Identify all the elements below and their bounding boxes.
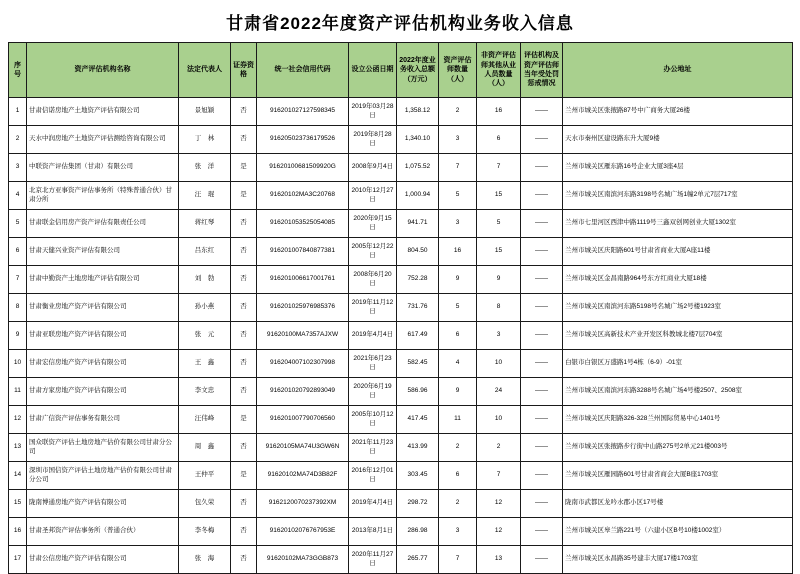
cell-penalty: —— [521, 322, 563, 350]
cell-date: 2020年9月15日 [349, 210, 397, 238]
cell-income: 417.45 [397, 406, 439, 434]
cell-code: 91620100681509920G [257, 154, 349, 182]
cell-staff: 6 [477, 126, 521, 154]
table-row [9, 182, 793, 210]
cell-penalty: —— [521, 490, 563, 518]
cell-rep: 蒋红琴 [179, 210, 231, 238]
cell-rep: 刘 勃 [179, 266, 231, 294]
cell-address: 兰州市城关区永昌路35号建丰大厦17楼1703室 [563, 546, 793, 574]
cell-rep: 汪伟峰 [179, 406, 231, 434]
cell-address: 兰州市城关区南滨河东路5198号名城广场2号楼1923室 [563, 294, 793, 322]
table-row [9, 406, 793, 434]
cell-income: 303.45 [397, 462, 439, 490]
cell-seq: 10 [9, 350, 27, 378]
cell-rep: 李冬梅 [179, 518, 231, 546]
cell-date: 2019年8月28日 [349, 126, 397, 154]
cell-date: 2019年11月12日 [349, 294, 397, 322]
cell-code: 91620102MA73GGB873 [257, 546, 349, 574]
cell-date: 2013年8月1日 [349, 518, 397, 546]
cell-seq: 13 [9, 434, 27, 462]
cell-appraisers: 7 [439, 546, 477, 574]
cell-rep: 张 元 [179, 322, 231, 350]
table-body [9, 98, 793, 574]
cell-penalty: —— [521, 238, 563, 266]
cell-address: 兰州市城关区金昌南路964号东方红商业大厦18楼 [563, 266, 793, 294]
header-cell-seq: 序号 [9, 43, 27, 98]
cell-income: 752.28 [397, 266, 439, 294]
table-row [9, 546, 793, 574]
cell-address: 兰州市城关区南滨河东路3198号名城广场1幢2单元7层717室 [563, 182, 793, 210]
cell-appraisers: 2 [439, 98, 477, 126]
header-cell-appraisers: 资产评估师数量（人） [439, 43, 477, 98]
cell-name: 甘肃信诺房地产土地资产评估有限公司 [27, 98, 179, 126]
header-cell-code: 统一社会信用代码 [257, 43, 349, 98]
cell-seq: 9 [9, 322, 27, 350]
cell-cert: 否 [231, 294, 257, 322]
cell-penalty: —— [521, 154, 563, 182]
cell-address: 兰州市城关区张掖路步行街中山路275号2单元21楼003号 [563, 434, 793, 462]
cell-name: 甘肃衡业房地产资产评估有限公司 [27, 294, 179, 322]
cell-cert: 是 [231, 406, 257, 434]
header-cell-penalty: 评估机构及资产评估师当年受处罚惩戒情况 [521, 43, 563, 98]
page-title: 甘肃省2022年度资产评估机构业务收入信息 [226, 14, 574, 33]
cell-code: 91620102MA3C20768 [257, 182, 349, 210]
table-row [9, 378, 793, 406]
table-header [9, 43, 793, 98]
cell-penalty: —— [521, 182, 563, 210]
cell-penalty: —— [521, 546, 563, 574]
cell-code: 916201006617001761 [257, 266, 349, 294]
cell-date: 2020年6月19日 [349, 378, 397, 406]
cell-address: 兰州市城关区雁东路16号企业大厦3座4层 [563, 154, 793, 182]
table-row [9, 98, 793, 126]
cell-cert: 否 [231, 490, 257, 518]
cell-staff: 24 [477, 378, 521, 406]
cell-income: 617.49 [397, 322, 439, 350]
cell-date: 2005年10月12日 [349, 406, 397, 434]
cell-code: 91620105MA74U3GW6N [257, 434, 349, 462]
table-row [9, 294, 793, 322]
cell-name: 甘肃联金信用房产资产评估有限责任公司 [27, 210, 179, 238]
cell-penalty: —— [521, 126, 563, 154]
cell-income: 731.76 [397, 294, 439, 322]
cell-rep: 张 海 [179, 546, 231, 574]
cell-address: 兰州市城关区张掖路87号中广商务大厦26楼 [563, 98, 793, 126]
cell-appraisers: 9 [439, 266, 477, 294]
header-cell-income: 2022年度业务收入总额（万元） [397, 43, 439, 98]
cell-rep: 周 鑫 [179, 434, 231, 462]
header-cell-rep: 法定代表人 [179, 43, 231, 98]
cell-date: 2005年12月22日 [349, 238, 397, 266]
cell-name: 中联资产评估集团（甘肃）有限公司 [27, 154, 179, 182]
cell-cert: 否 [231, 210, 257, 238]
cell-penalty: —— [521, 378, 563, 406]
cell-address: 白银市白银区万盛路1号4栋（6-9）-01室 [563, 350, 793, 378]
cell-address: 兰州市七里河区西津中路1119号三鑫双创网创业大厦1302室 [563, 210, 793, 238]
cell-code: 91620100MA7357AJXW [257, 322, 349, 350]
cell-address: 兰州市城关区南滨河东路3288号名城广场4号楼2507、2508室 [563, 378, 793, 406]
cell-appraisers: 9 [439, 378, 477, 406]
cell-seq: 12 [9, 406, 27, 434]
cell-appraisers: 4 [439, 350, 477, 378]
cell-date: 2008年6月20日 [349, 266, 397, 294]
cell-cert: 否 [231, 266, 257, 294]
cell-penalty: —— [521, 266, 563, 294]
cell-cert: 否 [231, 322, 257, 350]
cell-name: 北京北方亚事资产评估事务所（特殊普通合伙）甘肃分所 [27, 182, 179, 210]
header-cell-date: 设立公函日期 [349, 43, 397, 98]
cell-penalty: —— [521, 210, 563, 238]
cell-appraisers: 16 [439, 238, 477, 266]
table-row [9, 462, 793, 490]
cell-seq: 16 [9, 518, 27, 546]
cell-cert: 否 [231, 350, 257, 378]
cell-income: 265.77 [397, 546, 439, 574]
cell-appraisers: 3 [439, 126, 477, 154]
cell-seq: 4 [9, 182, 27, 210]
table-row [9, 126, 793, 154]
cell-penalty: —— [521, 462, 563, 490]
cell-rep: 王 鑫 [179, 350, 231, 378]
header-cell-name: 资产评估机构名称 [27, 43, 179, 98]
cell-address: 兰州市城关区庆阳路601号甘肃省商业大厦A座11楼 [563, 238, 793, 266]
cell-code: 916204007102307998 [257, 350, 349, 378]
cell-code: 916201027127598345 [257, 98, 349, 126]
cell-staff: 15 [477, 182, 521, 210]
cell-staff: 12 [477, 490, 521, 518]
cell-date: 2020年11月27日 [349, 546, 397, 574]
header-cell-address: 办公地址 [563, 43, 793, 98]
cell-cert: 是 [231, 182, 257, 210]
cell-address: 兰州市城关区庆阳路326-328兰州国际贸易中心1401号 [563, 406, 793, 434]
cell-staff: 9 [477, 266, 521, 294]
cell-staff: 7 [477, 462, 521, 490]
cell-appraisers: 5 [439, 182, 477, 210]
cell-rep: 王仲平 [179, 462, 231, 490]
cell-appraisers: 6 [439, 462, 477, 490]
cell-code: 916201007840877381 [257, 238, 349, 266]
cell-date: 2021年6月23日 [349, 350, 397, 378]
cell-staff: 12 [477, 518, 521, 546]
cell-income: 1,358.12 [397, 98, 439, 126]
cell-income: 1,000.94 [397, 182, 439, 210]
cell-date: 2016年12月01日 [349, 462, 397, 490]
cell-appraisers: 5 [439, 294, 477, 322]
cell-code: 9162120070237392XM [257, 490, 349, 518]
cell-seq: 14 [9, 462, 27, 490]
cell-name: 陇南博通房地产资产评估有限公司 [27, 490, 179, 518]
header-cell-staff: 非资产评估师其他从业人员数量（人） [477, 43, 521, 98]
cell-name: 甘肃公信房地产资产评估有限公司 [27, 546, 179, 574]
cell-name: 甘肃宏信房地产资产评估有限公司 [27, 350, 179, 378]
table-row [9, 238, 793, 266]
cell-rep: 丁 林 [179, 126, 231, 154]
cell-penalty: —— [521, 98, 563, 126]
cell-seq: 6 [9, 238, 27, 266]
cell-staff: 15 [477, 238, 521, 266]
cell-seq: 3 [9, 154, 27, 182]
cell-rep: 景旭颖 [179, 98, 231, 126]
cell-rep: 孙小燕 [179, 294, 231, 322]
cell-code: 916201007790706560 [257, 406, 349, 434]
cell-cert: 否 [231, 98, 257, 126]
cell-seq: 7 [9, 266, 27, 294]
cell-seq: 15 [9, 490, 27, 518]
cell-name: 甘肃天健兴业资产评估有限公司 [27, 238, 179, 266]
cell-appraisers: 7 [439, 154, 477, 182]
table-row [9, 350, 793, 378]
cell-cert: 是 [231, 462, 257, 490]
table-row [9, 266, 793, 294]
cell-staff: 2 [477, 434, 521, 462]
cell-date: 2021年11月23日 [349, 434, 397, 462]
cell-cert: 是 [231, 154, 257, 182]
cell-code: 91620102076767953E [257, 518, 349, 546]
cell-name: 国众联资产评估土地房地产估价有限公司甘肃分公司 [27, 434, 179, 462]
cell-staff: 10 [477, 406, 521, 434]
cell-appraisers: 2 [439, 490, 477, 518]
cell-cert: 否 [231, 546, 257, 574]
cell-name: 甘肃亚联房地产资产评估有限公司 [27, 322, 179, 350]
table-row [9, 322, 793, 350]
income-table [8, 42, 793, 574]
cell-code: 916201020792893049 [257, 378, 349, 406]
cell-staff: 16 [477, 98, 521, 126]
cell-code: 916201053525054085 [257, 210, 349, 238]
cell-date: 2010年12月27日 [349, 182, 397, 210]
cell-rep: 汪 琨 [179, 182, 231, 210]
cell-name: 天水中润房地产土地资产评估测绘咨询有限公司 [27, 126, 179, 154]
cell-staff: 10 [477, 350, 521, 378]
cell-seq: 2 [9, 126, 27, 154]
cell-staff: 5 [477, 210, 521, 238]
table-row [9, 518, 793, 546]
cell-cert: 否 [231, 518, 257, 546]
cell-staff: 3 [477, 322, 521, 350]
cell-income: 1,340.10 [397, 126, 439, 154]
cell-income: 1,075.52 [397, 154, 439, 182]
cell-income: 804.50 [397, 238, 439, 266]
cell-rep: 李文忠 [179, 378, 231, 406]
cell-income: 413.99 [397, 434, 439, 462]
cell-appraisers: 2 [439, 434, 477, 462]
table-row [9, 434, 793, 462]
cell-appraisers: 11 [439, 406, 477, 434]
cell-seq: 5 [9, 210, 27, 238]
cell-cert: 否 [231, 378, 257, 406]
cell-penalty: —— [521, 294, 563, 322]
table-row [9, 210, 793, 238]
cell-seq: 1 [9, 98, 27, 126]
cell-code: 916201025976985376 [257, 294, 349, 322]
cell-cert: 否 [231, 126, 257, 154]
cell-penalty: —— [521, 350, 563, 378]
cell-name: 深圳市国信资产评估土地房地产估价有限公司甘肃分公司 [27, 462, 179, 490]
cell-staff: 8 [477, 294, 521, 322]
cell-name: 甘肃中勤资产土地房地产评估有限公司 [27, 266, 179, 294]
cell-income: 586.96 [397, 378, 439, 406]
cell-name: 甘肃方家房地产资产评估有限公司 [27, 378, 179, 406]
cell-staff: 7 [477, 154, 521, 182]
cell-address: 天水市秦州区建设路东升大厦9楼 [563, 126, 793, 154]
header-cell-cert: 证券资格 [231, 43, 257, 98]
cell-address: 兰州市城关区雁园路601号甘肃省商会大厦B座1703室 [563, 462, 793, 490]
cell-income: 298.72 [397, 490, 439, 518]
cell-appraisers: 6 [439, 322, 477, 350]
cell-name: 甘肃广信资产评估事务有限公司 [27, 406, 179, 434]
header-row [9, 43, 793, 98]
cell-staff: 13 [477, 546, 521, 574]
table-row [9, 490, 793, 518]
cell-cert: 否 [231, 434, 257, 462]
cell-rep: 张 洋 [179, 154, 231, 182]
cell-date: 2008年9月4日 [349, 154, 397, 182]
cell-penalty: —— [521, 406, 563, 434]
cell-rep: 吕东红 [179, 238, 231, 266]
cell-date: 2019年4月4日 [349, 322, 397, 350]
cell-date: 2019年03月28日 [349, 98, 397, 126]
cell-seq: 17 [9, 546, 27, 574]
cell-income: 941.71 [397, 210, 439, 238]
cell-rep: 包久荣 [179, 490, 231, 518]
table-row [9, 154, 793, 182]
cell-date: 2019年4月4日 [349, 490, 397, 518]
cell-address: 兰州市城关区高新技术产业开发区科教城北楼7层704室 [563, 322, 793, 350]
cell-income: 286.98 [397, 518, 439, 546]
cell-address: 兰州市城关区皋兰路221号（六建小区B号10楼1002室） [563, 518, 793, 546]
cell-penalty: —— [521, 518, 563, 546]
cell-address: 陇南市武都区龙吟水郡小区17号楼 [563, 490, 793, 518]
cell-appraisers: 3 [439, 518, 477, 546]
cell-seq: 8 [9, 294, 27, 322]
cell-code: 91620102MA74D3B82F [257, 462, 349, 490]
cell-appraisers: 3 [439, 210, 477, 238]
cell-penalty: —— [521, 434, 563, 462]
cell-income: 582.45 [397, 350, 439, 378]
cell-seq: 11 [9, 378, 27, 406]
cell-code: 916205023736179526 [257, 126, 349, 154]
cell-cert: 否 [231, 238, 257, 266]
cell-name: 甘肃圣邦资产评估事务所（普通合伙） [27, 518, 179, 546]
